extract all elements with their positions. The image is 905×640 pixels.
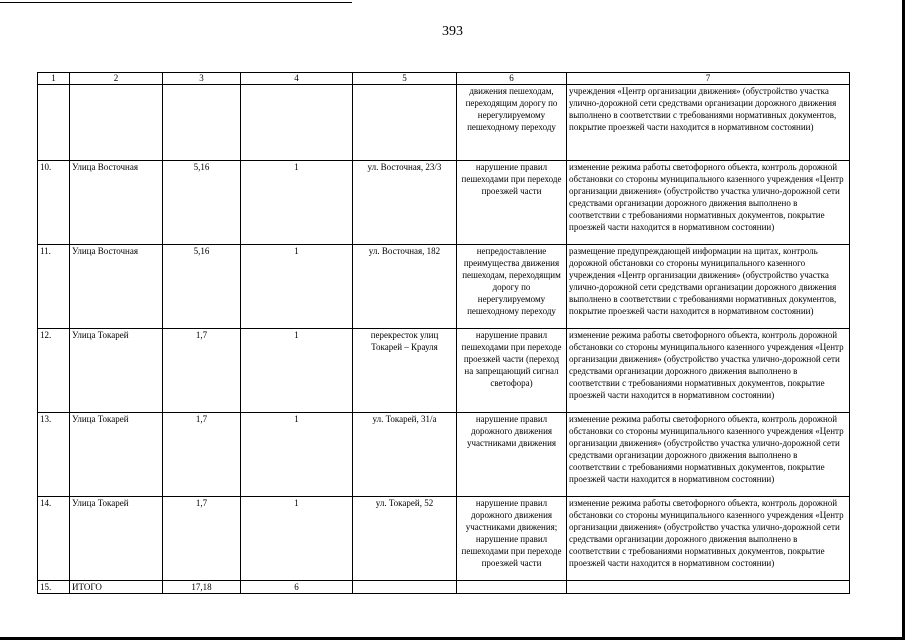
street-name: Улица Токарей — [70, 497, 163, 581]
column-header-6: 6 — [457, 73, 567, 85]
measures-taken: размещение предупреждающей информации на щитах, контроль дорожной обстановки со стороны муниципального казенного учреждения «Центр организации движения» (обустройство участка улично-дорожной сети средствами организации дорожного движения выполнено в соответствии с требованиями нормативных документов, покрытие проезжей части находится в нормативном состоянии) — [567, 245, 850, 329]
row-number — [38, 85, 70, 161]
violation-type: нарушение правил дорожного движения участниками движения — [457, 413, 567, 497]
measures-taken — [567, 581, 850, 594]
incident-address — [353, 581, 457, 594]
measures-taken: изменение режима работы светофорного объекта, контроль дорожной обстановки со стороны муниципального казенного учреждения «Центр организации движения» (обустройство участка улично-дорожной сети средствами организации дорожного движения выполнено в соответствии с требованиями нормативных документов, покрытие проезжей части находится в нормативном состоянии) — [567, 329, 850, 413]
measures-taken: учреждения «Центр организации движения» (обустройство участка улично-дорожной сети средствами организации дорожного движения выполнено в соответствии с требованиями нормативных документов, покрытие проезжей части находится в нормативном состоянии) — [567, 85, 850, 161]
street-name: Улица Восточная — [70, 245, 163, 329]
street-length: 1,7 — [163, 329, 241, 413]
violation-type: нарушение правил пешеходами при переходе проезжей части — [457, 161, 567, 245]
incident-table — [37, 72, 850, 594]
table-row — [38, 497, 850, 581]
street-length: 5,16 — [163, 161, 241, 245]
incident-count: 1 — [241, 329, 353, 413]
incident-address: перекресток улиц Токарей – Крауля — [353, 329, 457, 413]
row-number: 15. — [38, 581, 70, 594]
header-row — [38, 73, 850, 85]
incident-count: 1 — [241, 245, 353, 329]
measures-taken: изменение режима работы светофорного объекта, контроль дорожной обстановки со стороны муниципального казенного учреждения «Центр организации движения» (обустройство участка улично-дорожной сети средствами организации дорожного движения выполнено в соответствии с требованиями нормативных документов, покрытие проезжей части находится в нормативном состоянии) — [567, 497, 850, 581]
street-length — [163, 85, 241, 161]
column-header-1: 1 — [38, 73, 70, 85]
violation-type — [457, 581, 567, 594]
row-number: 10. — [38, 161, 70, 245]
column-header-4: 4 — [241, 73, 353, 85]
street-length: 5,16 — [163, 245, 241, 329]
incident-address: ул. Токарей, 52 — [353, 497, 457, 581]
violation-type: нарушение правил пешеходами при переходе проезжей части (переход на запрещающий сигнал светофора) — [457, 329, 567, 413]
incident-address: ул. Восточная, 23/3 — [353, 161, 457, 245]
column-header-2: 2 — [70, 73, 163, 85]
page-number: 393 — [442, 24, 463, 39]
table-row — [38, 245, 850, 329]
street-name — [70, 85, 163, 161]
incident-address: ул. Восточная, 182 — [353, 245, 457, 329]
table-row — [38, 581, 850, 594]
street-name: Улица Восточная — [70, 161, 163, 245]
street-name: ИТОГО — [70, 581, 163, 594]
column-header-7: 7 — [567, 73, 850, 85]
violation-type: непредоставление преимущества движения пешеходам, переходящим дорогу по нерегулируемому пешеходному переходу — [457, 245, 567, 329]
street-length: 1,7 — [163, 413, 241, 497]
table-row — [38, 329, 850, 413]
incident-count: 1 — [241, 161, 353, 245]
street-name: Улица Токарей — [70, 413, 163, 497]
incident-count: 1 — [241, 497, 353, 581]
measures-taken: изменение режима работы светофорного объекта, контроль дорожной обстановки со стороны муниципального казенного учреждения «Центр организации движения» (обустройство участка улично-дорожной сети средствами организации дорожного движения выполнено в соответствии с требованиями нормативных документов, покрытие проезжей части находится в нормативном состоянии) — [567, 161, 850, 245]
measures-taken: изменение режима работы светофорного объекта, контроль дорожной обстановки со стороны муниципального казенного учреждения «Центр организации движения» (обустройство участка улично-дорожной сети средствами организации дорожного движения выполнено в соответствии с требованиями нормативных документов, покрытие проезжей части находится в нормативном состоянии) — [567, 413, 850, 497]
street-length: 17,18 — [163, 581, 241, 594]
incident-count — [241, 85, 353, 161]
row-number: 13. — [38, 413, 70, 497]
column-header-5: 5 — [353, 73, 457, 85]
incident-address — [353, 85, 457, 161]
street-name: Улица Токарей — [70, 329, 163, 413]
row-number: 14. — [38, 497, 70, 581]
street-length: 1,7 — [163, 497, 241, 581]
violation-type: движения пешеходам, переходящим дорогу по нерегулируемому пешеходному переходу — [457, 85, 567, 161]
table-row — [38, 413, 850, 497]
incident-address: ул. Токарей, 31/а — [353, 413, 457, 497]
incident-count: 1 — [241, 413, 353, 497]
row-number: 12. — [38, 329, 70, 413]
table-row — [38, 85, 850, 161]
top-rule — [0, 2, 352, 3]
column-header-3: 3 — [163, 73, 241, 85]
incident-count: 6 — [241, 581, 353, 594]
table-row — [38, 161, 850, 245]
violation-type: нарушение правил дорожного движения участниками движения; нарушение правил пешеходами при переходе проезжей части — [457, 497, 567, 581]
row-number: 11. — [38, 245, 70, 329]
